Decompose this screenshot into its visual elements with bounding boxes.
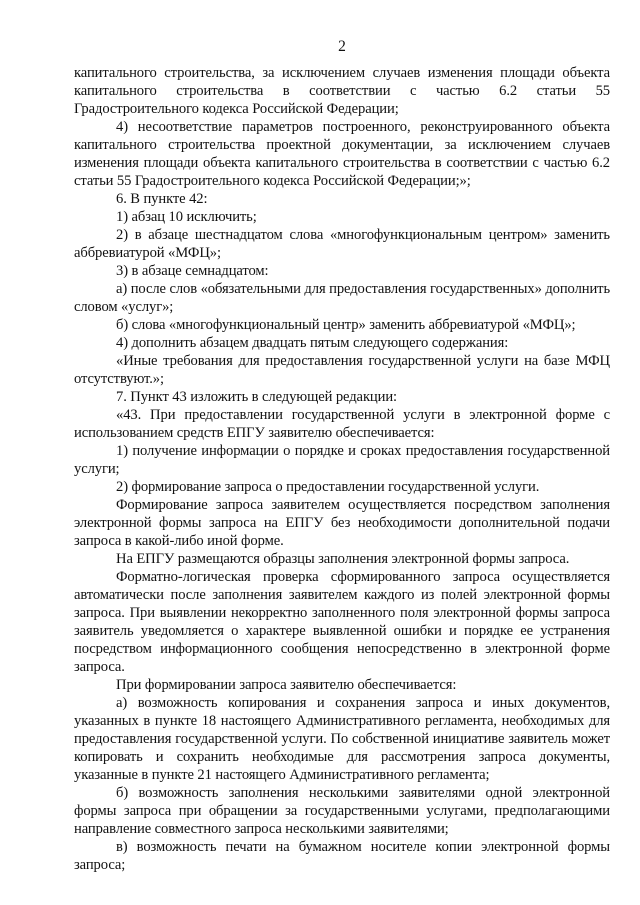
paragraph: 2) формирование запроса о предоставлении государственной услуги. xyxy=(116,479,540,495)
paragraph: а) после слов «обязательными для предоставления государственных» дополнить словом «услуг»; xyxy=(74,281,610,315)
paragraph: а) возможность копирования и сохранения запроса и иных документов, указанных в пункте 18 настоящего Административного регламента, необходимых для предоставления государственной услуги. По собственной инициативе заявитель может копировать и сохранить необходимые для рассмотрения запроса документы, указанные в пункте 21 настоящего Административного регламента; xyxy=(74,695,610,783)
paragraph: 1) абзац 10 исключить; xyxy=(116,209,257,225)
paragraph: «43. При предоставлении государственной услуги в электронной форме с использованием средств ЕПГУ заявителю обеспечивается: xyxy=(74,407,610,441)
paragraph: 6. В пункте 42: xyxy=(116,191,208,207)
paragraph: «Иные требования для предоставления государственной услуги на базе МФЦ отсутствуют.»; xyxy=(74,353,610,387)
paragraph: При формировании запроса заявителю обеспечивается: xyxy=(116,677,457,693)
document-body xyxy=(74,64,610,874)
paragraph: 2) в абзаце шестнадцатом слова «многофункциональным центром» заменить аббревиатурой «МФЦ»; xyxy=(74,227,610,261)
document-page xyxy=(74,38,610,874)
paragraph: Форматно-логическая проверка сформированного запроса осуществляется автоматически после заполнения заявителем каждого из полей электронной формы запроса. При выявлении некорректно заполненного поля электронной формы запроса заявитель уведомляется о характере выявленной ошибки и порядке ее устранения посредством информационного сообщения непосредственно в электронной форме запроса. xyxy=(74,569,610,675)
paragraph: 3) в абзаце семнадцатом: xyxy=(116,263,269,279)
page-number: 2 xyxy=(338,38,346,55)
paragraph: 7. Пункт 43 изложить в следующей редакции: xyxy=(116,389,398,405)
paragraph: б) возможность заполнения несколькими заявителями одной электронной формы запроса при обращении за государственными услугами, предполагающими направление совместного запроса несколькими заявителями; xyxy=(74,785,610,837)
paragraph: б) слова «многофункциональный центр» заменить аббревиатурой «МФЦ»; xyxy=(116,317,576,333)
paragraph: 4) несоответствие параметров построенного, реконструированного объекта капитального строительства проектной документации, за исключением случаев изменения площади объекта капитального строительства в соответствии с частью 6.2 статьи 55 Градостроительного кодекса Российской Федерации;»; xyxy=(74,119,610,189)
paragraph: в) возможность печати на бумажном носителе копии электронной формы запроса; xyxy=(74,839,610,873)
paragraph: На ЕПГУ размещаются образцы заполнения электронной формы запроса. xyxy=(116,551,570,567)
paragraph: 4) дополнить абзацем двадцать пятым следующего содержания: xyxy=(116,335,509,351)
paragraph: Формирование запроса заявителем осуществляется посредством заполнения электронной формы запроса на ЕПГУ без необходимости дополнительной подачи запроса в какой-либо иной форме. xyxy=(74,497,610,549)
paragraph: капитального строительства, за исключением случаев изменения площади объекта капитального строительства в соответствии с частью 6.2 статьи 55 Градостроительного кодекса Российской Федерации; xyxy=(74,65,610,117)
paragraph: 1) получение информации о порядке и сроках предоставления государственной услуги; xyxy=(74,443,610,477)
